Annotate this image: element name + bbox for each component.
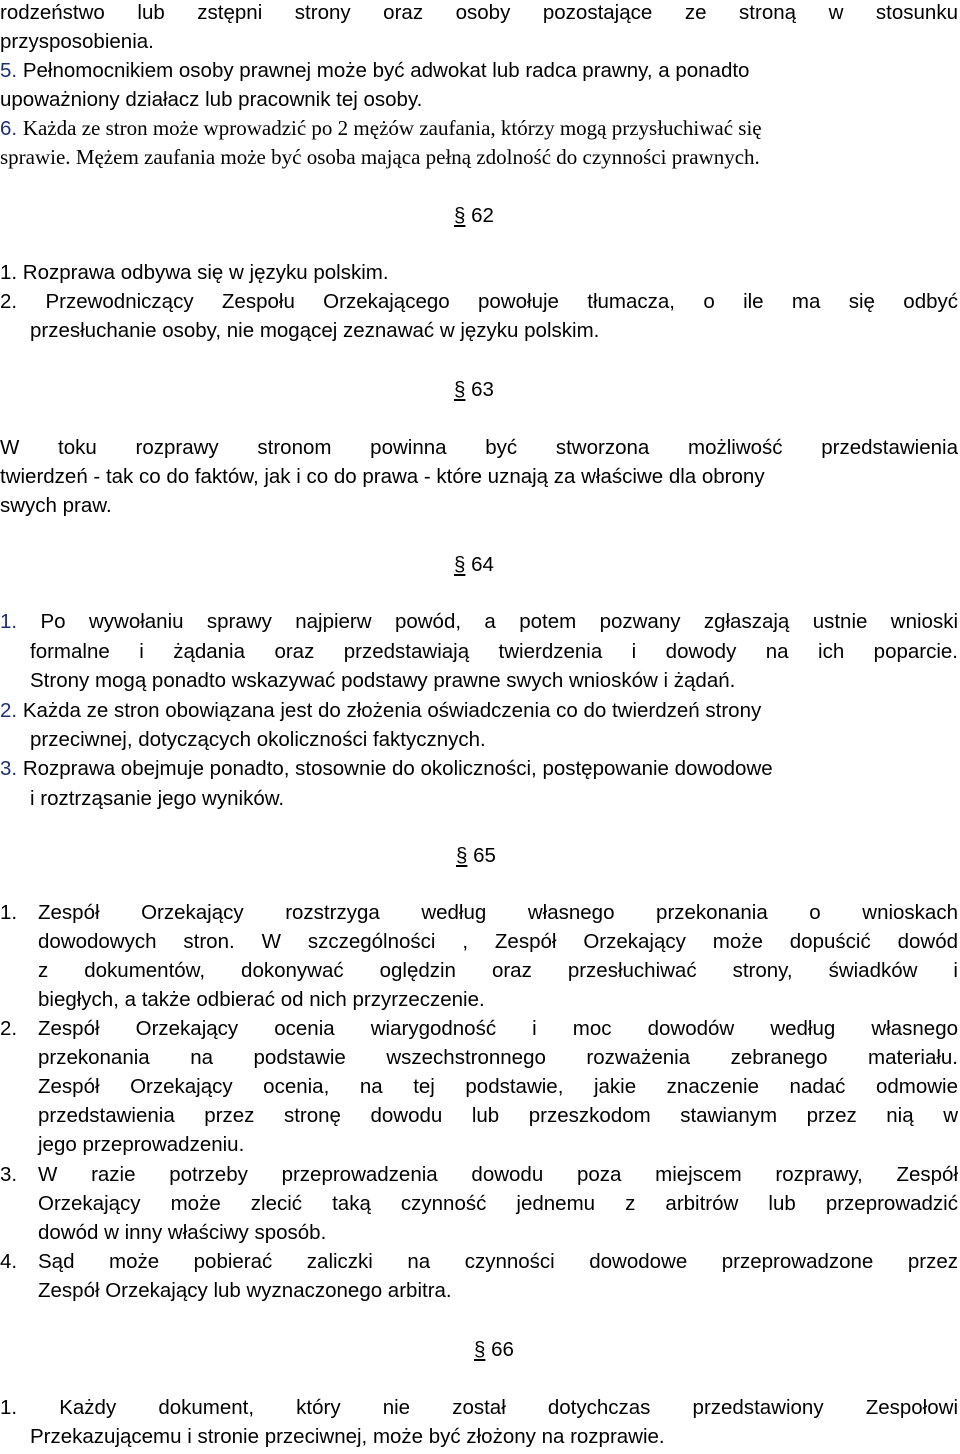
text-line: dowodowych stron. W szczególności , Zespół Orzekający może dopuścić dowód (38, 930, 958, 953)
text-line: Rozprawa obejmuje ponadto, stosownie do okoliczności, postępowanie dowodowe (22, 757, 773, 780)
text-line: Pełnomocnikiem osoby prawnej może być adwokat lub radca prawny, a ponadto (22, 59, 750, 82)
text-line: przesłuchanie osoby, nie mogącej zeznawać w języku polskim. (30, 319, 600, 342)
text-line: Zespół Orzekający ocenia, na tej podstawie, jakie znaczenie nadać odmowie (38, 1075, 958, 1098)
text-line: W razie potrzeby przeprowadzenia dowodu poza miejscem rozprawy, Zespół (38, 1163, 958, 1186)
paragraph-number: 5. (0, 59, 18, 82)
text-line: dowód w inny właściwy sposób. (38, 1221, 327, 1244)
text-line: Przekazującemu i stronie przeciwnej, może być złożony na rozprawie. (30, 1425, 665, 1448)
section-number: 63 (471, 378, 494, 401)
section-heading-66 (474, 1335, 514, 1364)
section-heading-65 (456, 841, 496, 870)
text-line: jego przeprowadzeniu. (38, 1133, 245, 1156)
paragraph-number: 2. (0, 290, 18, 313)
text-line (0, 143, 958, 172)
text-line: rodzeństwo lub zstępni strony oraz osoby pozostające ze stroną w stosunku (0, 1, 958, 24)
section-number: 66 (491, 1338, 514, 1361)
section-number: 62 (471, 204, 494, 227)
text-line: Każda ze stron może wprowadzić po 2 mężów zaufania, którzy mogą przysłuchiwać się (22, 116, 762, 140)
section-heading-62 (454, 201, 494, 230)
paragraph-2 (0, 696, 958, 725)
paragraph-number: 2. (0, 1017, 18, 1040)
paragraph-number: 1. (0, 610, 18, 633)
text-line: biegłych, a także odbierać od nich przyrzeczenie. (38, 988, 485, 1011)
text-line: Zespół Orzekający rozstrzyga według własnego przekonania o wnioskach (38, 901, 958, 924)
text-line: Strony mogą ponadto wskazywać podstawy prawne swych wniosków i żądań. (30, 669, 736, 692)
text-line: przekonania na podstawie wszechstronnego rozważenia zebranego materiału. (38, 1046, 958, 1069)
text-line: formalne i żądania oraz przedstawiają twierdzenia i dowody na ich poparcie. (30, 640, 958, 663)
text-line: i roztrząsanie jego wyników. (30, 787, 285, 810)
section-mark: § (454, 553, 466, 576)
section-number: 65 (473, 844, 496, 867)
paragraph-5 (0, 56, 958, 85)
section-mark: § (454, 204, 466, 227)
section-heading-64 (454, 550, 494, 579)
paragraph-number: 3. (0, 1163, 18, 1186)
text-line: Po wywołaniu sprawy najpierw powód, a potem pozwany zgłaszają ustnie wnioski (40, 610, 958, 633)
text-line: Zespół Orzekający lub wyznaczonego arbitra. (38, 1279, 452, 1302)
text-line: Przewodniczący Zespołu Orzekającego powołuje tłumacza, o ile ma się odbyć (45, 290, 958, 313)
text-line: Orzekający może zlecić taką czynność jednemu z arbitrów lub przeprowadzić (38, 1192, 958, 1215)
paragraph-number: 3. (0, 757, 18, 780)
text-line: przedstawienia przez stronę dowodu lub przeszkodom stawianym przez nią w (38, 1104, 958, 1127)
text-fragment: sprawie. (0, 145, 71, 169)
text-line: swych praw. (0, 494, 112, 517)
section-heading-63 (454, 375, 494, 404)
paragraph-number: 6. (0, 117, 18, 140)
text-line: W toku rozprawy stronom powinna być stworzona możliwość przedstawienia (0, 436, 958, 459)
text-line: z dokumentów, dokonywać oględzin oraz przesłuchiwać strony, świadków i (38, 959, 958, 982)
paragraph-3 (0, 754, 958, 783)
text-fragment: Mężem zaufania może być osoba mająca pełną zdolność do czynności prawnych. (75, 145, 760, 169)
section-mark: § (454, 378, 466, 401)
paragraph-2 (0, 287, 958, 316)
paragraph-1 (0, 607, 958, 636)
text-line: przysposobienia. (0, 30, 154, 53)
section-mark: § (474, 1338, 486, 1361)
text-line: twierdzeń - tak co do faktów, jak i co do prawa - które uznają za właściwe dla obrony (0, 465, 765, 488)
paragraph-6 (0, 114, 958, 143)
paragraph-number: 2. (0, 699, 18, 722)
paragraph-number: 4. (0, 1250, 18, 1273)
text-line: Sąd może pobierać zaliczki na czynności dowodowe przeprowadzone przez (38, 1250, 958, 1273)
text-line: upoważniony działacz lub pracownik tej osoby. (0, 88, 423, 111)
text-line: 1. Każdy dokument, który nie został dotychczas przedstawiony Zespołowi (0, 1396, 958, 1419)
text-line: 1. Rozprawa odbywa się w języku polskim. (0, 261, 389, 284)
section-mark: § (456, 844, 468, 867)
section-number: 64 (471, 553, 494, 576)
text-line: Każda ze stron obowiązana jest do złożenia oświadczenia co do twierdzeń strony (22, 699, 762, 722)
text-line: przeciwnej, dotyczących okoliczności faktycznych. (30, 728, 486, 751)
paragraph-number: 1. (0, 901, 18, 924)
text-line: Zespół Orzekający ocenia wiarygodność i moc dowodów według własnego (38, 1017, 958, 1040)
